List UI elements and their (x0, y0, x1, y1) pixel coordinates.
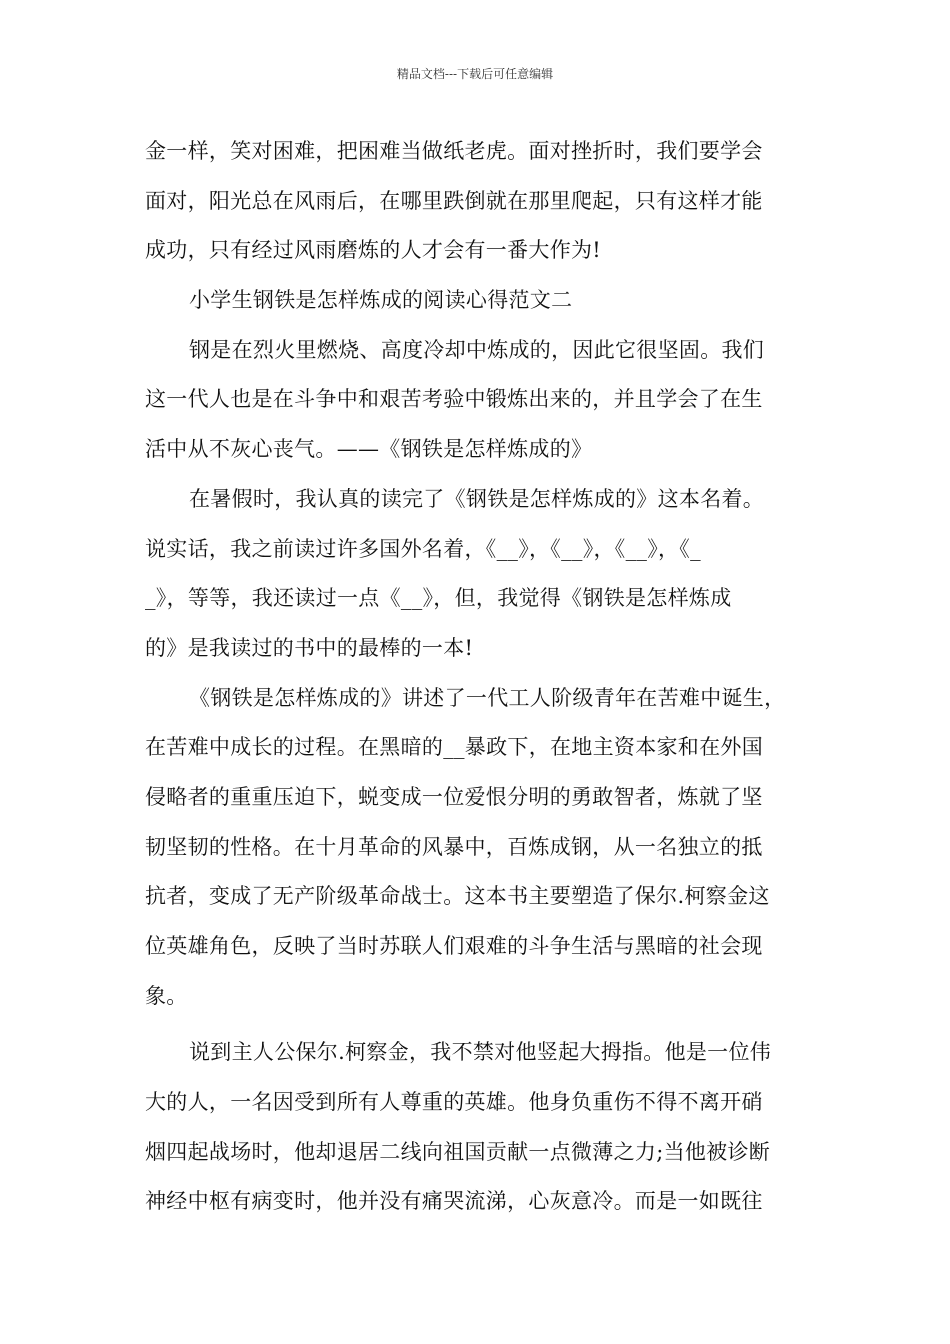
text-line: 说到主人公保尔.柯察金，我不禁对他竖起大拇指。他是一位伟 (189, 1040, 772, 1065)
page-header: 精品文档---下载后可任意编辑 (396, 67, 554, 81)
text-line: 大的人，一名因受到所有人尊重的英雄。他身负重伤不得不离开硝 (145, 1090, 763, 1115)
text-line: 抗者，变成了无产阶级革命战士。这本书主要塑造了保尔.柯察金这 (145, 884, 770, 909)
text-line: 神经中枢有病变时，他并没有痛哭流涕，心灰意冷。而是一如既往 (145, 1189, 763, 1214)
paragraph-gap (145, 1021, 845, 1028)
text-line: 位英雄角色，反映了当时苏联人们艰难的斗争生活与黑暗的社会现 (145, 934, 763, 958)
text-line: 在苦难中成长的过程。在黑暗的__暴政下，在地主资本家和在外国 (145, 735, 763, 760)
text-line: 烟四起战场时，他却退居二线向祖国贡献一点微薄之力;当他被诊断 (145, 1139, 771, 1164)
text-line: 说实话，我之前读过许多国外名着，《__》，《__》，《__》，《_ (145, 536, 701, 561)
text-line: 的》是我读过的书中的最棒的一本! (145, 635, 474, 660)
text-line: 侵略者的重重压迫下，蜕变成一位爱恨分明的勇敢智者，炼就了坚 (145, 784, 763, 809)
text-line: 《钢铁是怎样炼成的》讲述了一代工人阶级青年在苦难中诞生， (189, 685, 786, 710)
text-line: 在暑假时，我认真的读完了《钢铁是怎样炼成的》这本名着。 (189, 486, 765, 511)
text-line: 韧坚韧的性格。在十月革命的风暴中，百炼成钢，从一名独立的抵 (145, 834, 763, 859)
text-line: _》，等等，我还读过一点《__》，但，我觉得《钢铁是怎样炼成 (145, 586, 732, 611)
text-line: 活中从不灰心丧气。——《钢铁是怎样炼成的》 (145, 437, 593, 462)
section-title: 小学生钢铁是怎样炼成的阅读心得范文二 (189, 288, 573, 313)
text-line: 成功，只有经过风雨磨炼的人才会有一番大作为! (145, 238, 602, 263)
text-line: 金一样，笑对困难，把困难当做纸老虎。面对挫折时，我们要学会 (145, 139, 763, 163)
text-line: 象。 (145, 983, 188, 1008)
text-line: 钢是在烈火里燃烧、高度冷却中炼成的，因此它很坚固。我们 (189, 337, 765, 362)
text-line: 面对，阳光总在风雨后，在哪里跌倒就在那里爬起，只有这样才能 (145, 188, 763, 213)
document-body (145, 127, 845, 1227)
text-line: 这一代人也是在斗争中和艰苦考验中锻炼出来的，并且学会了在生 (145, 387, 763, 412)
